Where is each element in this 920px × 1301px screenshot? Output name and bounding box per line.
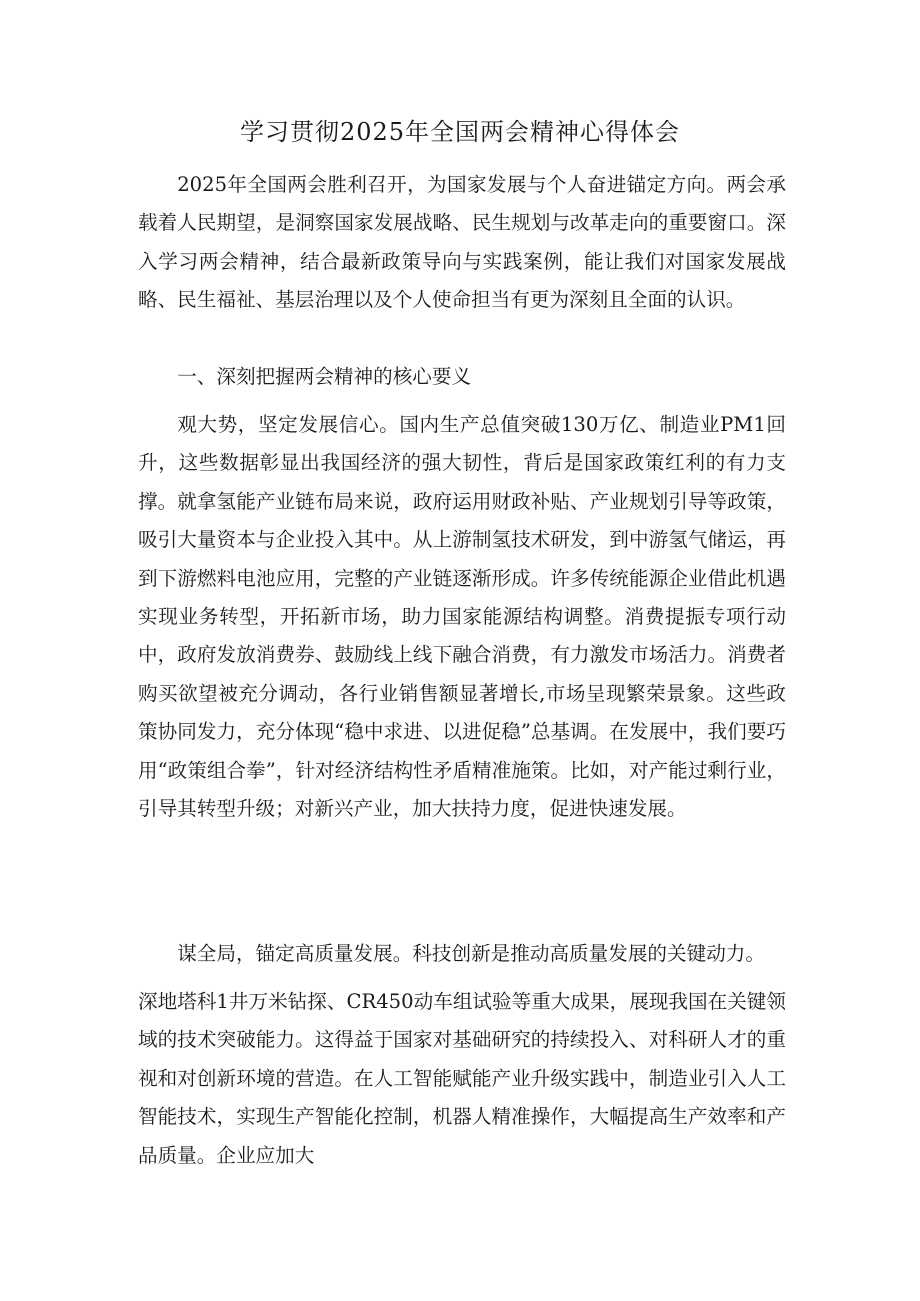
document-title: 学习贯彻2025年全国两会精神心得体会 xyxy=(239,118,681,146)
paragraph-intro: 2025年全国两会胜利召开，为国家发展与个人奋进锚定方向。两会承载着人民期望，是洞察国家发展战略、民生规划与改革走向的重要窗口。深入学习两会精神，结合最新政策导向与实践案例，能让我们对国家发展战略、民生福祉、基层治理以及个人使命担当有更为深刻且全面的认识。 xyxy=(138,173,786,312)
section-heading: 一、深刻把握两会精神的核心要义 xyxy=(177,365,472,388)
paragraph-development-confidence: 观大势，坚定发展信心。国内生产总值突破130万亿、制造业PM1回升，这些数据彰显出我国经济的强大韧性，背后是国家政策红利的有力支撑。就拿氢能产业链布局来说，政府运用财政补贴、产业规划引导等政策，吸引大量资本与企业投入其中。从上游制氢技术研发，到中游氢气储运，再到下游燃料电池应用，完整的产业链逐渐形成。许多传统能源企业借此机遇实现业务转型，开拓新市场，助力国家能源结构调整。消费提振专项行动中，政府发放消费券、鼓励线上线下融合消费，有力激发市场活力。消费者购买欲望被充分调动，各行业销售额显著增长,市场呈现繁荣景象。这些政策协同发力，充分体现“稳中求进、以进促稳”总基调。在发展中，我们要巧用“政策组合拳”，针对经济结构性矛盾精准施策。比如，对产能过剩行业，引导其转型升级；对新兴产业，加大扶持力度，促进快速发展。 xyxy=(138,413,786,821)
paragraph-high-quality-body: 深地塔科1井万米钻探、CR450动车组试验等重大成果，展现我国在关键领域的技术突破能力。这得益于国家对基础研究的持续投入、对科研人才的重视和对创新环境的营造。在人工智能赋能产业升级实践中，制造业引入人工智能技术，实现生产智能化控制，机器人精准操作，大幅提高生产效率和产品质量。企业应加大 xyxy=(138,990,786,1167)
paragraph-high-quality-intro: 谋全局，锚定高质量发展。科技创新是推动高质量发展的关键动力。 xyxy=(177,942,765,965)
